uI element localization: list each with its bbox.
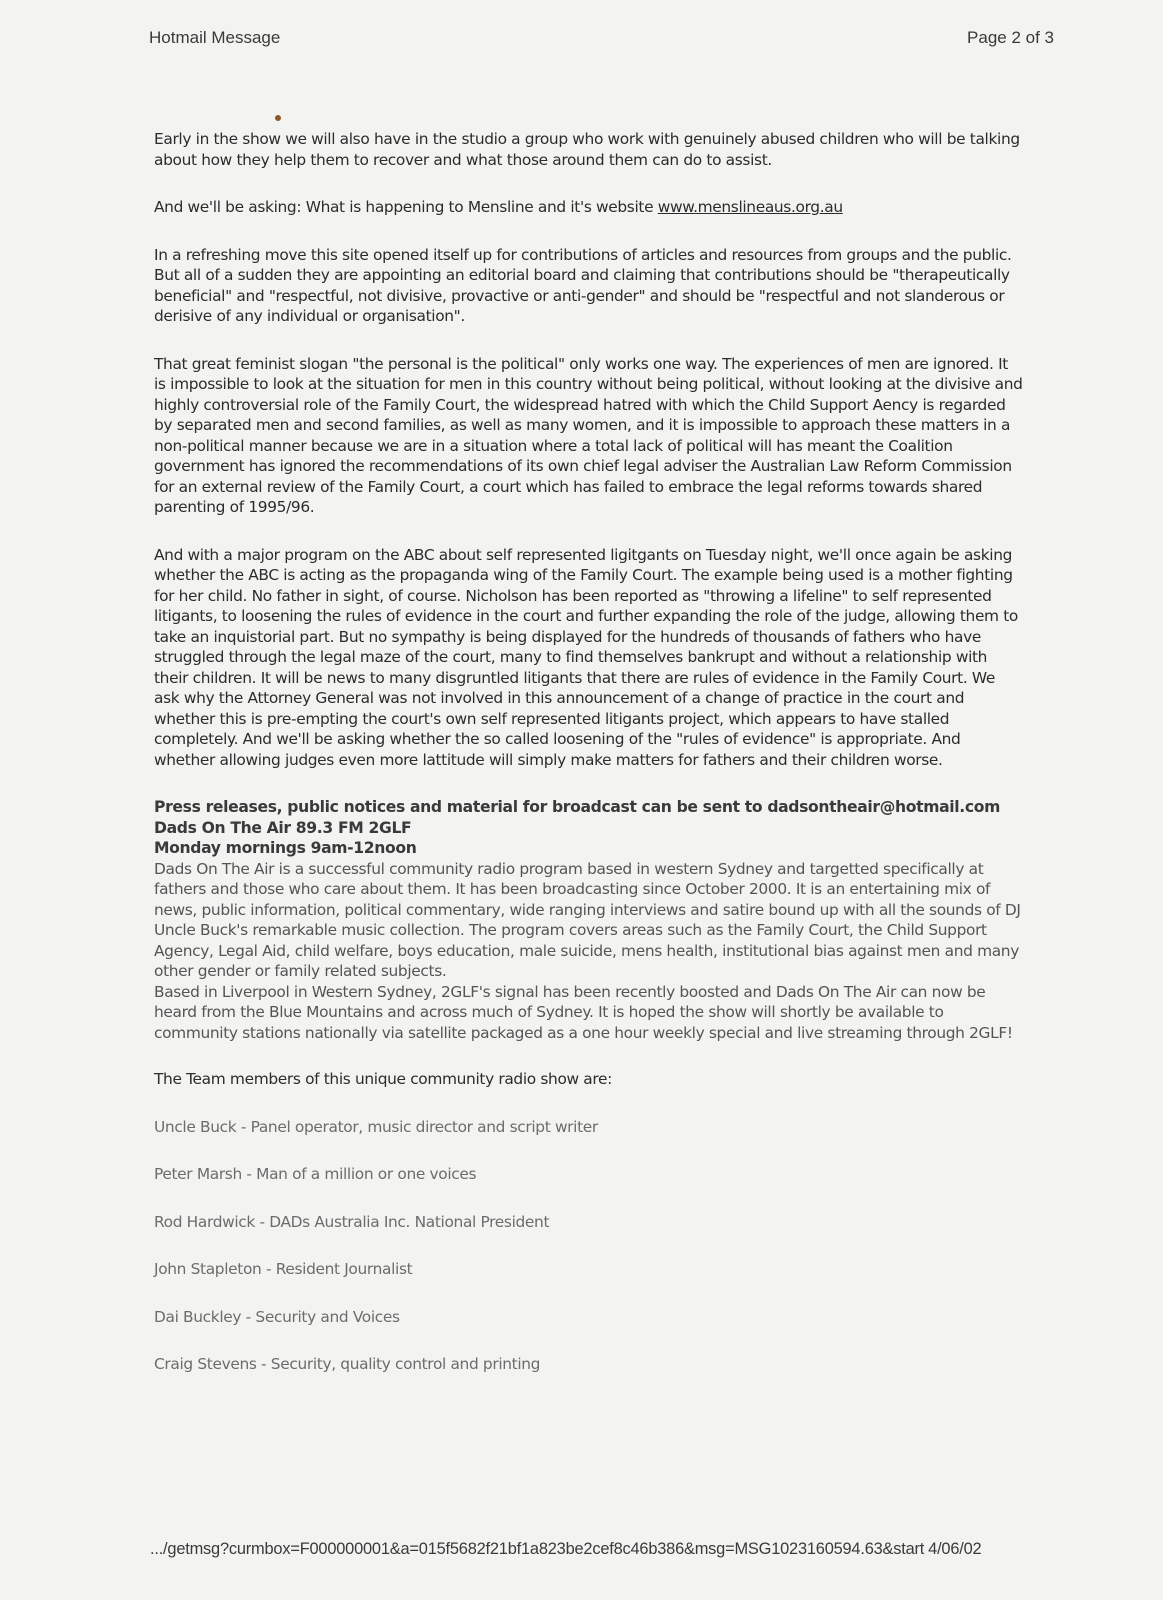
team-member: Craig Stevens - Security, quality control and printing <box>154 1355 541 1373</box>
mensline-text: And we'll be asking: What is happening to Mensline and it's website <box>154 198 658 216</box>
team-member: John Stapleton - Resident Journalist <box>154 1260 413 1278</box>
paragraph-abused-children: Early in the show we will also have in the studio a group who work with genuinely abused children who will be talking about how they help them to recover and what those around them can do to assist. <box>154 130 1020 169</box>
team-list <box>154 1117 1024 1375</box>
mensline-link[interactable]: www.menslineaus.org.au <box>657 198 843 216</box>
team-member: Peter Marsh - Man of a million or one voices <box>154 1165 477 1183</box>
team-member: Uncle Buck - Panel operator, music director and script writer <box>154 1117 598 1136</box>
page-number: Page 2 of 3 <box>967 28 1054 47</box>
page-header <box>149 28 1054 52</box>
schedule-line: Monday mornings 9am-12noon <box>154 839 417 857</box>
program-description: Dads On The Air is a successful community radio program based in western Sydney and targetted specifically at fathers and those who care about them. It has been broadcasting since October 2000. It is an entertaining mix of news, public information, political commentary, wide ranging interviews and satire bound up with all the sounds of DJ Uncle Buck's remarkable music collection. The program covers areas such as the Family Court, the Child Support Agency, Legal Aid, child welfare, boys education, male suicide, mens health, institutional bias against men and many other gender or family related subjects. <box>154 859 1021 980</box>
team-member: Dai Buckley - Security and Voices <box>154 1307 400 1326</box>
header-title: Hotmail Message <box>149 28 281 47</box>
promo-block <box>154 797 1024 1043</box>
team-member: Rod Hardwick - DADs Australia Inc. National President <box>154 1212 550 1231</box>
press-releases-line: Press releases, public notices and material for broadcast can be sent to dadsontheair@hotmail.com <box>154 798 1001 816</box>
paragraph-mensline <box>154 197 1024 218</box>
message-body <box>154 129 1024 1402</box>
station-line: Dads On The Air 89.3 FM 2GLF <box>154 818 412 837</box>
paragraph-feminist-slogan: That great feminist slogan "the personal is the political" only works one way. The experiences of men are ignored. It is impossible to look at the situation for men in this country without being political, without looking at the divisive and highly controversial role of the Family Court, the widespread hatred with which the Child Support Aency is regarded by separated men and second families, as well as many women, and it is impossible to approach these matters in a non-political manner because we are in a situation where a total lack of political will has meant the Coalition government has ignored the recommendations of its own chief legal adviser the Australian Law Reform Commission for an external review of the Family Court, a court which has failed to embrace the legal reforms towards shared parenting of 1995/96. <box>154 354 1023 516</box>
paragraph-editorial-board: In a refreshing move this site opened itself up for contributions of articles and resources from groups and the public. But all of a sudden they are appointing an editorial board and claiming that contributions should be "therapeutically beneficial" and "respectful, not divisive, provactive or anti-gender" and should be "respectful and not slanderous or derisive of any individual or organisation". <box>154 245 1012 325</box>
page-footer <box>150 1540 1077 1559</box>
team-intro: The Team members of this unique community radio show are: <box>154 1070 612 1088</box>
paragraph-abc-program: And with a major program on the ABC about self represented ligitgants on Tuesday night, we'll once again be asking whether the ABC is acting as the propaganda wing of the Family Court. The example being used is a mother fighting for her child. No father in sight, of course. Nicholson has been reported as "throwing a lifeline" to self represented litigants, to loosening the rules of evidence in the court and further expanding the role of the judge, allowing them to take an inquistorial part. But no sympathy is being displayed for the hundreds of thousands of fathers who have struggled through the legal maze of the court, many to find themselves bankrupt and without a relationship with their children. It will be news to many disgruntled litigants that there are rules of evidence in the Family Court. We ask why the Attorney General was not involved in this announcement of a change of practice in the court and whether this is pre-empting the court's own self represented litigants project, which appears to have stalled completely. And we'll be asking whether the so called loosening of the "rules of evidence" is appropriate. And whether allowing judges even more lattitude will simply make matters for fathers and their children worse. <box>154 545 1018 769</box>
liverpool-description: Based in Liverpool in Western Sydney, 2GLF's signal has been recently boosted and Dads On The Air can now be heard from the Blue Mountains and across much of Sydney. It is hoped the show will shortly be available to community stations nationally via satellite packaged as a one hour weekly special and live streaming through 2GLF! <box>154 982 1013 1042</box>
footer-date: 4/06/02 <box>928 1540 982 1558</box>
scan-speck <box>275 115 281 121</box>
footer-url: .../getmsg?curmbox=F000000001&a=015f5682f21bf1a823be2cef8c46b386&msg=MSG1023160594.63&start <box>150 1540 925 1558</box>
